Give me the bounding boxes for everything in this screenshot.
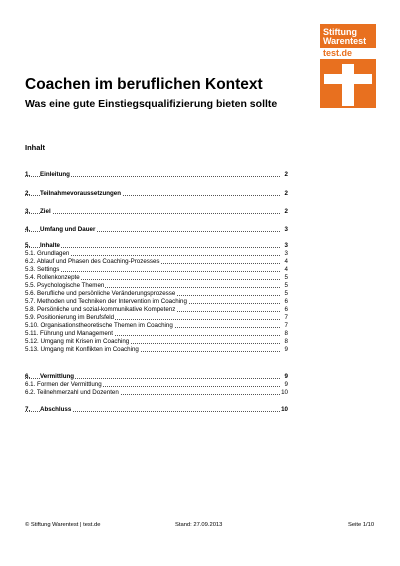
toc-entry[interactable] — [25, 381, 288, 389]
toc-entry-title: Umfang und Dauer — [40, 226, 96, 233]
toc-entry-title: 5.1. Grundlagen — [25, 250, 70, 257]
toc-entry-title: Abschluss — [40, 406, 72, 413]
toc-entry-number: 7. — [25, 406, 31, 413]
toc-leader-dots — [25, 247, 280, 248]
toc-entry-number: 1. — [25, 171, 31, 178]
toc-entry-page: 7 — [284, 322, 288, 329]
toc-entry-title: Teilnahmevoraussetzungen — [40, 190, 122, 197]
stiftung-warentest-logo — [320, 24, 376, 108]
footer-copyright: © Stiftung Warentest | test.de — [25, 522, 101, 528]
toc-entry-title: Einleitung — [40, 171, 70, 178]
toc-entry-page: 5 — [284, 290, 288, 297]
toc-entry-title: 5.5. Psychologische Themen — [25, 282, 105, 289]
toc-entry-title: 6.2. Teilnehmerzahl und Dozenten — [25, 389, 119, 396]
logo-line-1: Stiftung — [323, 27, 357, 37]
toc-entry-number: 6. — [25, 373, 31, 380]
toc-entry-page: 9 — [284, 373, 288, 380]
toc-entry-page: 4 — [284, 266, 288, 273]
logo-line-3: test.de — [320, 48, 376, 59]
toc-entry-title: 5.6. Berufliche und persönliche Veränderungsprozesse — [25, 290, 176, 297]
toc-entry-title: 5.3. Settings — [25, 266, 60, 273]
toc-entry[interactable] — [25, 250, 288, 258]
toc-entry-number: 4. — [25, 226, 31, 233]
toc-entry-title: 5.10. Organisationstheoretische Themen im Coaching — [25, 322, 173, 329]
toc-entry-page: 6 — [284, 298, 288, 305]
toc-entry[interactable] — [25, 242, 288, 250]
toc-entry-number: 5. — [25, 242, 31, 249]
toc-entry[interactable] — [25, 346, 288, 354]
toc-entry-title: 5.7. Methoden und Techniken der Intervention im Coaching — [25, 298, 187, 305]
toc-entry-page: 5 — [284, 274, 288, 281]
toc-entry-title: 5.11. Führung und Management — [25, 330, 113, 337]
toc-entry-number: 3. — [25, 208, 31, 215]
footer-page-number: Seite 1/10 — [348, 522, 375, 528]
toc-entry-title: Inhalte — [40, 242, 60, 249]
toc-entry[interactable] — [25, 171, 288, 179]
toc-entry[interactable] — [25, 190, 288, 198]
toc-entry[interactable] — [25, 282, 288, 290]
toc-entry-page: 5 — [284, 282, 288, 289]
toc-entry[interactable] — [25, 290, 288, 298]
toc-entry-page: 3 — [284, 242, 288, 249]
toc-entry-title: 5.8. Persönliche und sozial-kommunikative Kompetenz — [25, 306, 176, 313]
document-subtitle: Was eine gute Einstiegsqualifizierung bieten sollte — [25, 98, 278, 110]
toc-entry-page: 8 — [284, 330, 288, 337]
toc-entry[interactable] — [25, 314, 288, 322]
toc-entry-page: 10 — [281, 389, 288, 396]
toc-entry-page: 2 — [284, 208, 288, 215]
toc-leader-dots — [25, 213, 280, 214]
document-title: Coachen im beruflichen Kontext — [25, 76, 263, 93]
toc-entry-page: 2 — [284, 171, 288, 178]
toc-entry[interactable] — [25, 274, 288, 282]
toc-entry[interactable] — [25, 208, 288, 216]
toc-entry-page: 8 — [284, 338, 288, 345]
toc-entry-page: 10 — [281, 406, 288, 413]
toc-entry-title: Vermittlung — [40, 373, 75, 380]
toc-entry-page: 6 — [284, 306, 288, 313]
toc-entry[interactable] — [25, 306, 288, 314]
toc-entry[interactable] — [25, 322, 288, 330]
toc-entry[interactable] — [25, 330, 288, 338]
toc-entry-number: 2. — [25, 190, 31, 197]
logo-symbol-icon — [320, 60, 376, 108]
toc-entry-page: 2 — [284, 190, 288, 197]
toc-entry[interactable] — [25, 266, 288, 274]
toc-entry[interactable] — [25, 389, 288, 397]
toc-entry-page: 3 — [284, 250, 288, 257]
toc-entry-title: Ziel — [40, 208, 51, 215]
toc-entry-title: 5.12. Umgang mit Krisen im Coaching — [25, 338, 130, 345]
footer-date: Stand: 27.09.2013 — [175, 522, 223, 528]
logo-line-2: Warentest — [323, 36, 367, 46]
toc-entry-page: 9 — [284, 381, 288, 388]
toc-leader-dots — [25, 271, 280, 272]
toc-entry-page: 4 — [284, 258, 288, 265]
toc-entry[interactable] — [25, 226, 288, 234]
toc-entry[interactable] — [25, 373, 288, 381]
toc-entry[interactable] — [25, 298, 288, 306]
toc-entry-page: 3 — [284, 226, 288, 233]
toc-entry[interactable] — [25, 406, 288, 414]
toc-entry-page: 7 — [284, 314, 288, 321]
toc-entry-title: 6.2. Ablauf und Phasen des Coaching-Prozesses — [25, 258, 160, 265]
toc-heading: Inhalt — [25, 143, 45, 152]
toc-entry-title: 5.13. Umgang mit Konflikten im Coaching — [25, 346, 139, 353]
toc-entry-title: 5.4. Rollenkonzepte — [25, 274, 80, 281]
toc-entry-title: 5.9. Positionierung im Berufsfeld — [25, 314, 115, 321]
toc-entry-title: 6.1. Formen der Vermittlung — [25, 381, 102, 388]
toc-entry[interactable] — [25, 338, 288, 346]
toc-entry[interactable] — [25, 258, 288, 266]
toc-entry-page: 9 — [284, 346, 288, 353]
